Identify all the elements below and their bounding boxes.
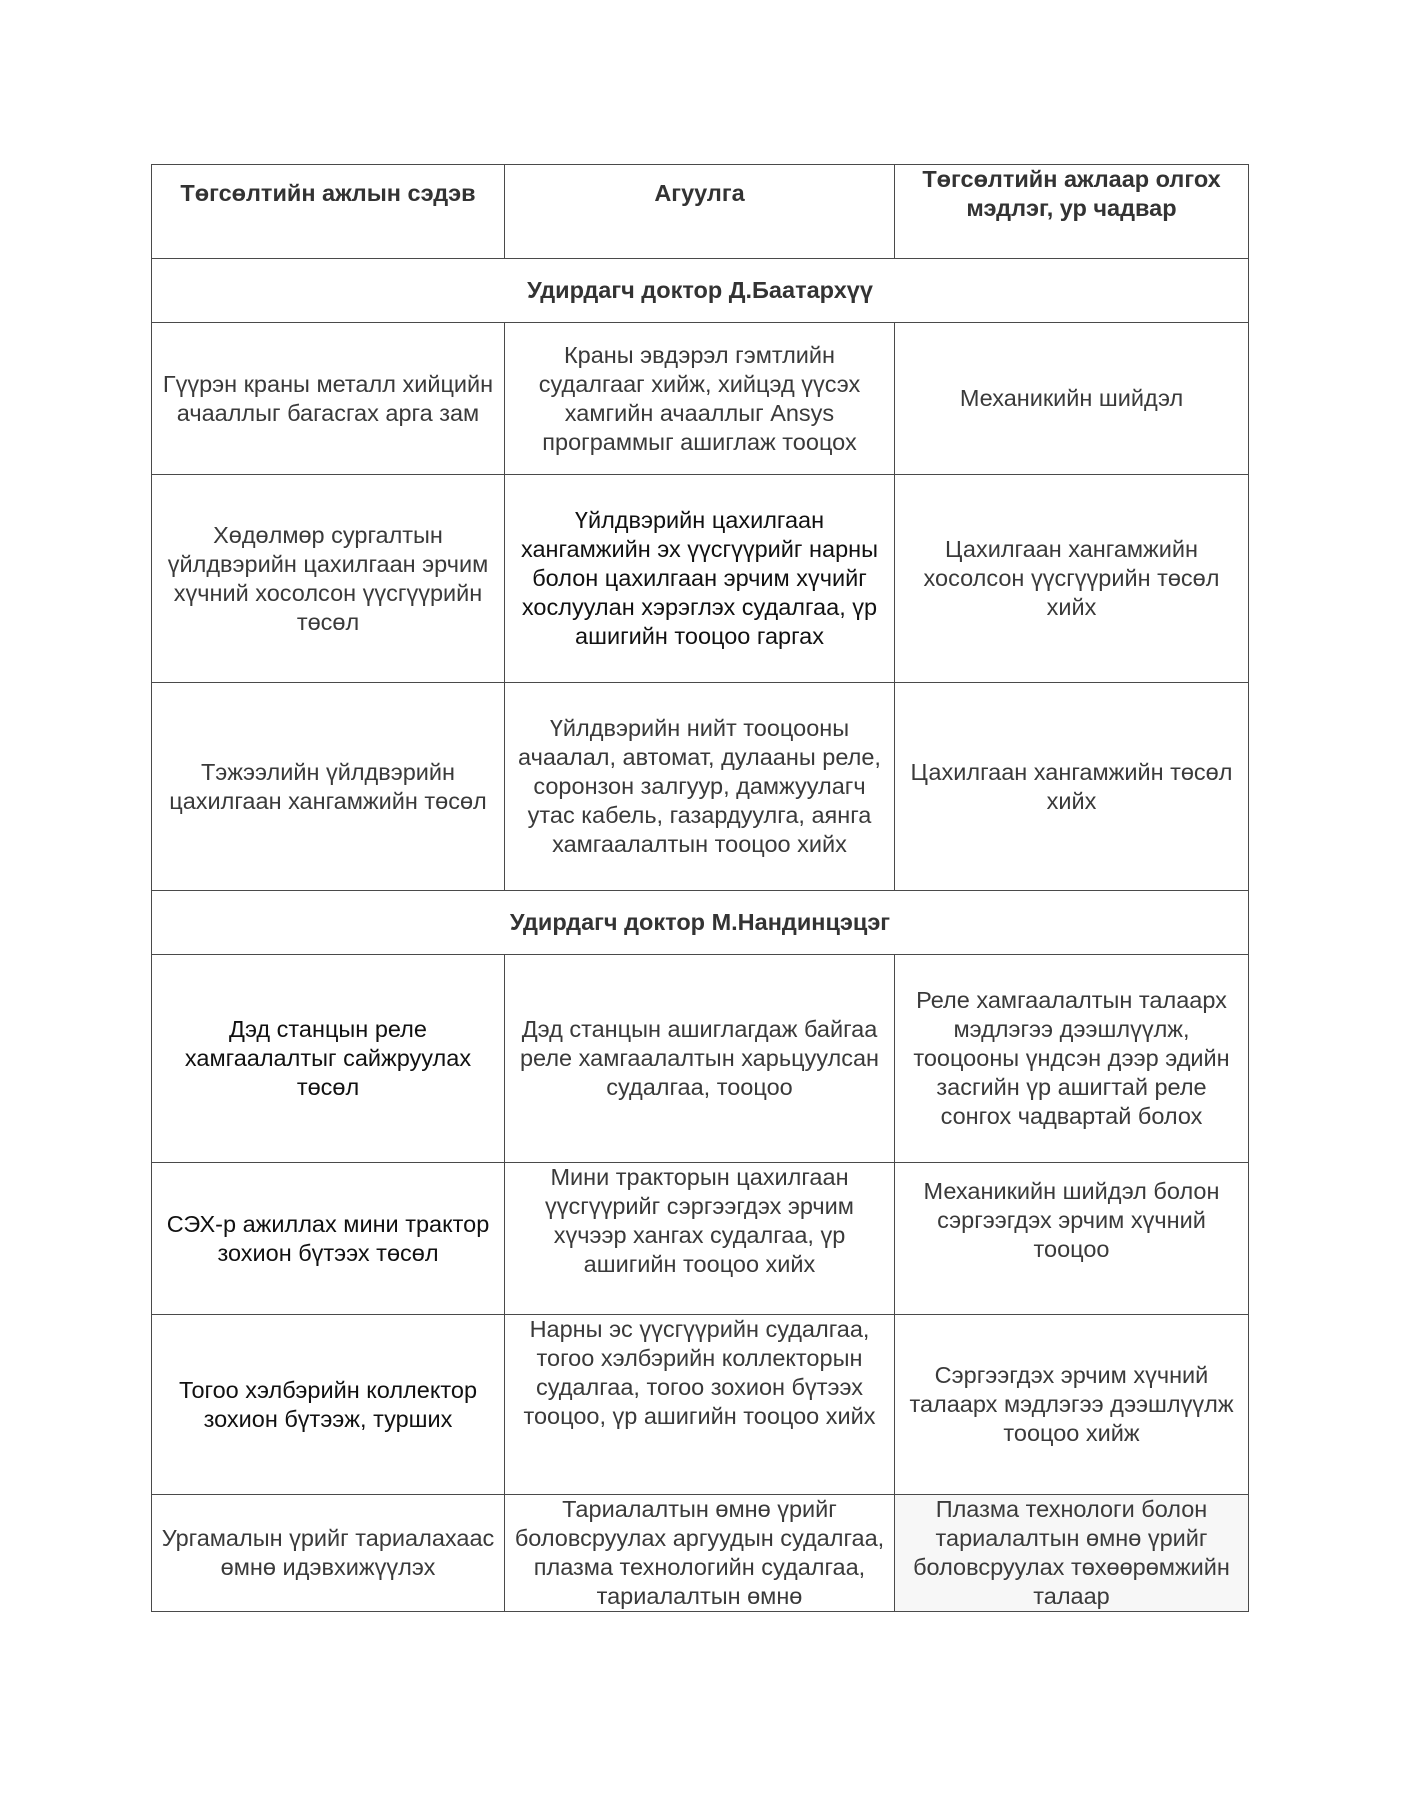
content-cell: Үйлдвэрийн цахилгаан хангамжийн эх үүсгүүрийг нарны болон цахилгаан эрчим хүчийг хослуулан хэрэглэх судалгаа, үр ашигийн тооцоо гаргах <box>505 475 895 683</box>
table-row <box>152 1315 1249 1495</box>
content-cell: Тариалалтын өмнө үрийг боловсруулах аргуудын судалгаа, плазма технологийн судалгаа, тариалалтын өмнө <box>505 1495 895 1612</box>
topic-cell: Хөдөлмөр сургалтын үйлдвэрийн цахилгаан эрчим хүчний хосолсон үүсгүүрийн төсөл <box>152 475 505 683</box>
skills-cell: Сэргээгдэх эрчим хүчний талаарх мэдлэгээ дээшлүүлж тооцоо хийж <box>895 1315 1249 1495</box>
topic-cell: Тогоо хэлбэрийн коллектор зохион бүтээж, турших <box>152 1315 505 1495</box>
table-row <box>152 683 1249 891</box>
topic-cell: Дэд станцын реле хамгаалалтыг сайжруулах төсөл <box>152 955 505 1163</box>
skills-cell: Цахилгаан хангамжийн хосолсон үүсгүүрийн төсөл хийх <box>895 475 1249 683</box>
supervisor-row <box>152 259 1249 323</box>
table-row <box>152 1163 1249 1315</box>
header-skills: Төгсөлтийн ажлаар олгох мэдлэг, ур чадвар <box>895 165 1249 259</box>
header-row <box>152 165 1249 259</box>
supervisor-row <box>152 891 1249 955</box>
skills-cell: Реле хамгаалалтын талаарх мэдлэгээ дээшлүүлж, тооцооны үндсэн дээр эдийн засгийн үр ашигтай реле сонгох чадвартай болох <box>895 955 1249 1163</box>
content-cell: Мини тракторын цахилгаан үүсгүүрийг сэргээгдэх эрчим хүчээр хангах судалгаа, үр ашигийн тооцоо хийх <box>505 1163 895 1315</box>
skills-cell: Плазма технологи болон тариалалтын өмнө үрийг боловсруулах төхөөрөмжийн талаар <box>895 1495 1249 1612</box>
skills-cell: Механикийн шийдэл <box>895 323 1249 475</box>
topic-cell: Тэжээлийн үйлдвэрийн цахилгаан хангамжийн төсөл <box>152 683 505 891</box>
header-content: Агуулга <box>505 165 895 259</box>
content-cell: Нарны эс үүсгүүрийн судалгаа, тогоо хэлбэрийн коллекторын судалгаа, тогоо зохион бүтээх тооцоо, үр ашигийн тооцоо хийх <box>505 1315 895 1495</box>
table-row <box>152 475 1249 683</box>
table-row <box>152 323 1249 475</box>
header-topic: Төгсөлтийн ажлын сэдэв <box>152 165 505 259</box>
skills-cell: Цахилгаан хангамжийн төсөл хийх <box>895 683 1249 891</box>
content-cell: Краны эвдэрэл гэмтлийн судалгааг хийж, хийцэд үүсэх хамгийн ачааллыг Ansys программыг ашиглаж тооцох <box>505 323 895 475</box>
topics-table <box>151 164 1249 1612</box>
supervisor-label: Удирдагч доктор Д.Баатархүү <box>152 259 1249 323</box>
content-cell: Үйлдвэрийн нийт тооцооны ачаалал, автомат, дулааны реле, соронзон залгуур, дамжуулагч утас кабель, газардуулга, аянга хамгаалалтын тооцоо хийх <box>505 683 895 891</box>
table-row <box>152 1495 1249 1612</box>
topic-cell: Ургамалын үрийг тариалахаас өмнө идэвхижүүлэх <box>152 1495 505 1612</box>
content-cell: Дэд станцын ашиглагдаж байгаа реле хамгаалалтын харьцуулсан судалгаа, тооцоо <box>505 955 895 1163</box>
table-row <box>152 955 1249 1163</box>
topic-cell: Гүүрэн краны металл хийцийн ачааллыг багасгах арга зам <box>152 323 505 475</box>
skills-cell: Механикийн шийдэл болон сэргээгдэх эрчим хүчний тооцоо <box>895 1163 1249 1315</box>
topic-cell: СЭХ-р ажиллах мини трактор зохион бүтээх төсөл <box>152 1163 505 1315</box>
supervisor-label: Удирдагч доктор М.Нандинцэцэг <box>152 891 1249 955</box>
